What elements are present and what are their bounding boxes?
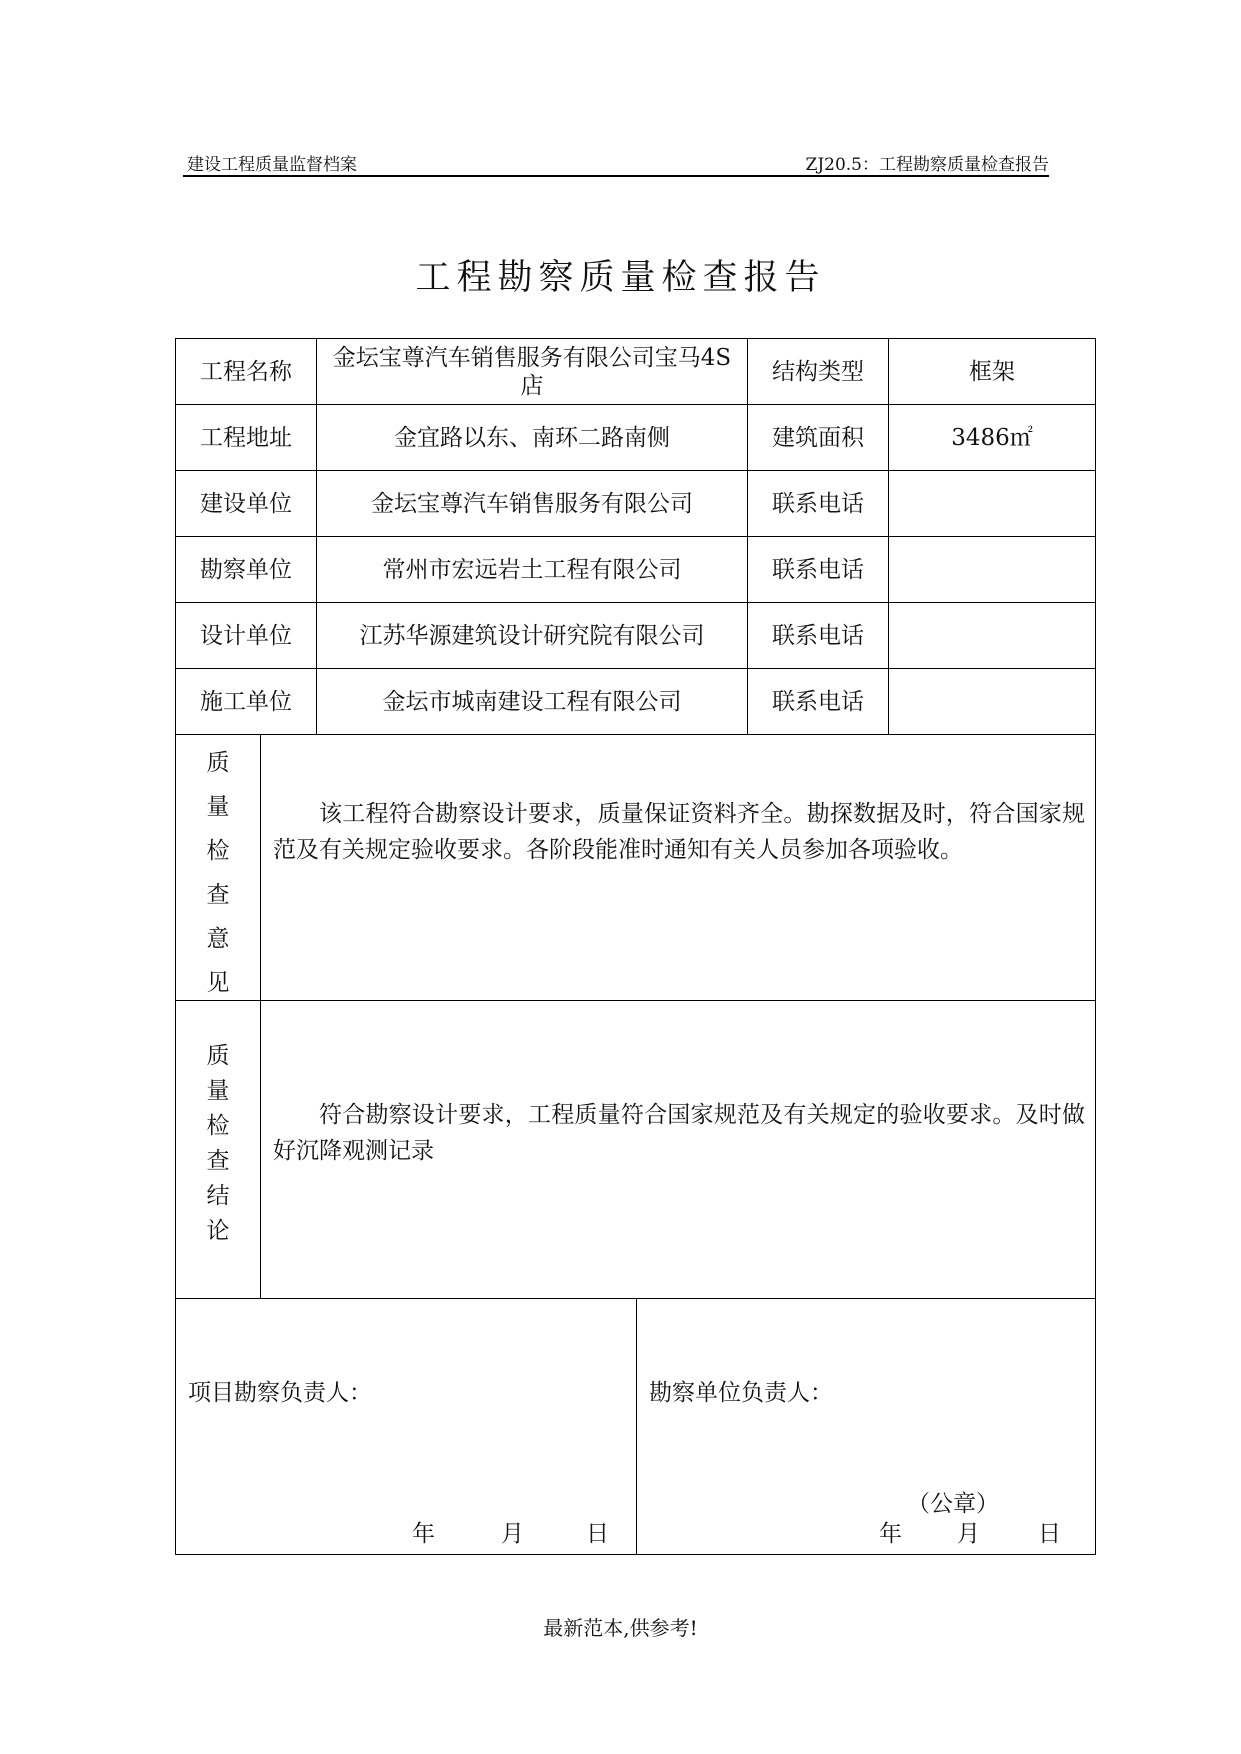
row-label: 施工单位: [176, 669, 317, 734]
conclusion-label-char: 论: [206, 1218, 230, 1244]
row-value: 金坛宝尊汽车销售服务有限公司: [317, 471, 748, 536]
opinion-text: 该工程符合勘察设计要求，质量保证资料齐全。勘探数据及时，符合国家规范及有关规定验收要求。各阶段能准时通知有关人员参加各项验收。: [273, 801, 1085, 863]
row-label-2: 联系电话: [748, 537, 889, 602]
opinion-label-char: 质: [206, 750, 230, 776]
signature-left: [176, 1299, 637, 1554]
signature-section: [176, 1299, 1095, 1554]
row-label: 建设单位: [176, 471, 317, 536]
row-label: 设计单位: [176, 603, 317, 668]
row-value-2: 3486㎡: [951, 424, 1033, 451]
opinion-label-char: 量: [206, 794, 230, 820]
opinion-label-char: 查: [206, 882, 230, 908]
row-value: 江苏华源建筑设计研究院有限公司: [317, 603, 748, 668]
table-row: [176, 669, 1095, 735]
page-title: 工程勘察质量检查报告: [415, 258, 826, 298]
row-value-2: [889, 537, 1095, 602]
conclusion-label-char: 查: [206, 1148, 230, 1174]
conclusion-label-char: 质: [206, 1043, 230, 1069]
row-value-2: 框架: [969, 358, 1015, 385]
opinion-label-char: 见: [206, 970, 230, 996]
row-value: 金宜路以东、南环二路南侧: [317, 405, 748, 470]
row-label-2: 建筑面积: [748, 405, 889, 470]
row-value-2: [889, 669, 1095, 734]
table-row: [176, 339, 1095, 405]
row-label-2: 联系电话: [748, 471, 889, 536]
row-label: 工程地址: [176, 405, 317, 470]
report-form: [175, 338, 1096, 1555]
survey-unit-lead-label: 勘察单位负责人：: [649, 1380, 833, 1406]
table-row: [176, 537, 1095, 603]
row-label: 工程名称: [176, 339, 317, 404]
date-month: 月: [501, 1521, 524, 1547]
conclusion-label: [176, 1001, 261, 1298]
opinion-label-char: 意: [206, 926, 230, 952]
row-label-2: 联系电话: [748, 669, 889, 734]
header-right: ZJ20.5：工程勘察质量检查报告: [805, 155, 1049, 175]
row-label: 勘察单位: [176, 537, 317, 602]
conclusion-label-char: 量: [206, 1078, 230, 1104]
header-left: 建设工程质量监督档案: [187, 155, 357, 175]
table-row: [176, 471, 1095, 537]
row-label-2: 联系电话: [748, 603, 889, 668]
row-value-2: [889, 471, 1095, 536]
header-rule: [183, 175, 1049, 177]
conclusion-section: [176, 1001, 1095, 1299]
opinion-label: [176, 735, 261, 1000]
date-day: 日: [1038, 1521, 1061, 1547]
row-label-2: 结构类型: [748, 339, 889, 404]
row-value-2: [889, 603, 1095, 668]
date-year: 年: [879, 1521, 902, 1547]
conclusion-label-char: 结: [206, 1183, 230, 1209]
row-value: 金坛市城南建设工程有限公司: [317, 669, 748, 734]
table-row: [176, 405, 1095, 471]
survey-lead-label: 项目勘察负责人：: [188, 1380, 372, 1406]
opinion-section: [176, 735, 1095, 1001]
footer-note: 最新范本,供参考!: [543, 1616, 698, 1640]
opinion-label-char: 检: [206, 838, 230, 864]
date-month: 月: [957, 1521, 980, 1547]
date-day: 日: [586, 1521, 609, 1547]
official-seal: （公章）: [907, 1491, 999, 1517]
conclusion-label-char: 检: [206, 1113, 230, 1139]
row-value: 常州市宏远岩土工程有限公司: [317, 537, 748, 602]
row-value: 金坛宝尊汽车销售服务有限公司宝马4S店: [317, 339, 748, 404]
conclusion-text: 符合勘察设计要求，工程质量符合国家规范及有关规定的验收要求。及时做好沉降观测记录: [273, 1102, 1085, 1164]
table-row: [176, 603, 1095, 669]
signature-right: [637, 1299, 1095, 1554]
date-year: 年: [412, 1521, 435, 1547]
